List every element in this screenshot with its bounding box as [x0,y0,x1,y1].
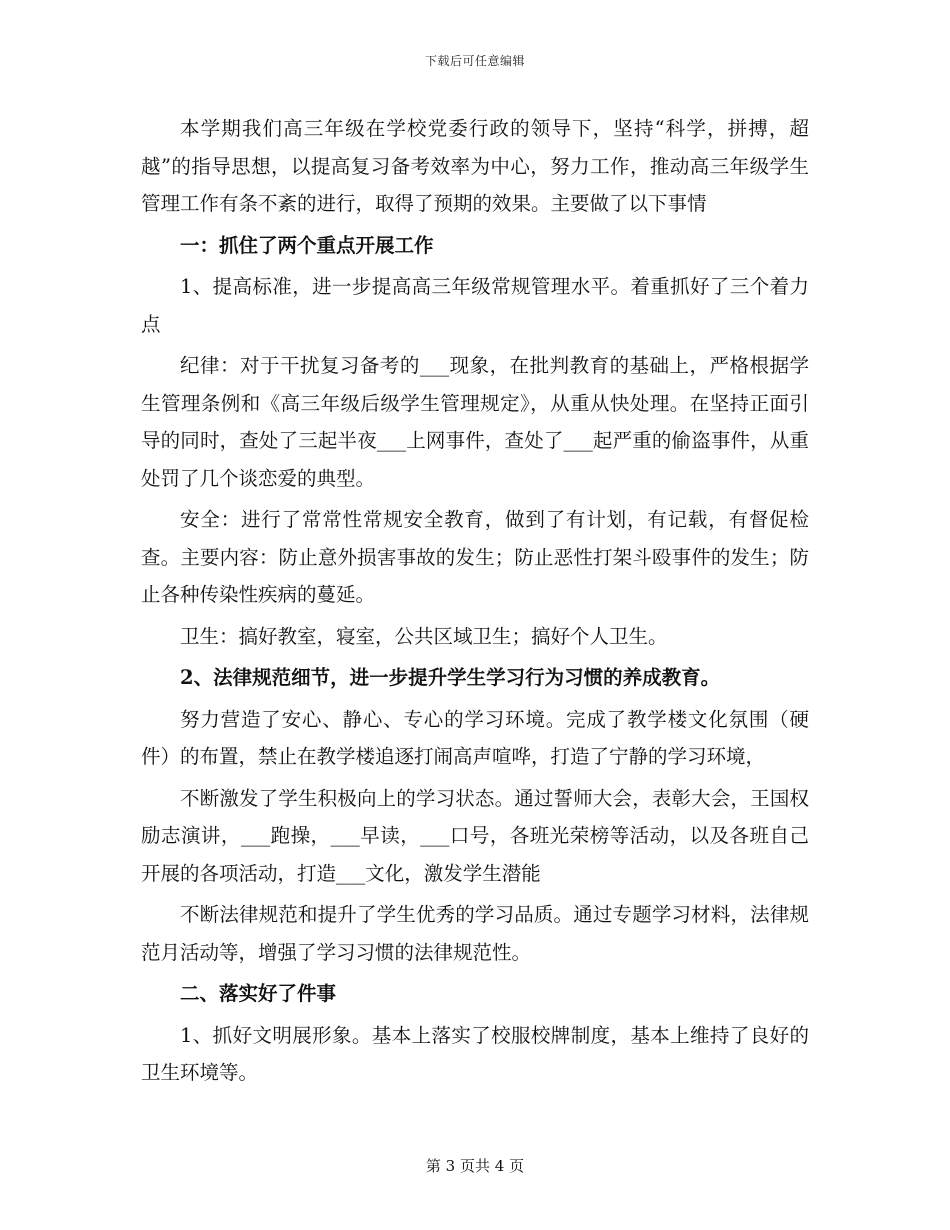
section-heading-1: 一：抓住了两个重点开展工作 [180,233,434,257]
paragraph-hygiene: 卫生：搞好教室，寝室，公共区域卫生；搞好个人卫生。 [180,624,668,648]
paragraph-motivation: 不断激发了学生积极向上的学习状态。通过誓师大会，表彰大会，王国权励志演讲，___跑操，___早读，___口号，各班光荣榜等活动，以及各班自己开展的各项活动，打造___文化，激发学生潜能 [141,786,809,885]
paragraph-standards: 1、提高标准，进一步提高高三年级常规管理水平。着重抓好了三个着力点 [141,275,809,336]
document-body [141,110,809,1092]
paragraph-safety: 安全：进行了常常性常规安全教育，做到了有计划，有记载，有督促检查。主要内容：防止意外损害事故的发生；防止恶性打架斗殴事件的发生；防止各种传染性疾病的蔓延。 [141,508,809,606]
section-heading-2: 二、落实好了件事 [180,982,337,1005]
paragraph-discipline: 纪律：对于干扰复习备考的___现象，在批判教育的基础上，严格根据学生管理条例和《高三年级后级学生管理规定》，从重从快处理。在坚持正面引导的同时，查处了三起半夜___上网事件，查处了___起严重的偷盗事件，从重处罚了几个谈恋爱的典型。 [141,354,809,490]
paragraph-civility: 1、抓好文明展形象。基本上落实了校服校牌制度，基本上维持了良好的卫生环境等。 [141,1023,809,1084]
subsection-heading-2: 2、法律规范细节，进一步提升学生学习行为习惯的养成教育。 [180,666,721,689]
paragraph-intro: 本学期我们高三年级在学校党委行政的领导下，坚持“科学，拼搏，超越”的指导思想，以提高复习备考效率为中心，努力工作，推动高三年级学生管理工作有条不紊的进行，取得了预期的效果。主要做了以下事情 [141,117,809,215]
paragraph-quality: 不断法律规范和提升了学生优秀的学习品质。通过专题学习材料，法律规范月活动等，增强了学习习惯的法律规范性。 [141,903,809,964]
paragraph-environment: 努力营造了安心、静心、专心的学习环境。完成了教学楼文化氛围（硬件）的布置，禁止在教学楼追逐打闹高声喧哗，打造了宁静的学习环境， [141,707,809,768]
header-note: 下载后可任意编辑 [424,54,525,68]
page-number: 第 3 页共 4 页 [425,1157,525,1175]
